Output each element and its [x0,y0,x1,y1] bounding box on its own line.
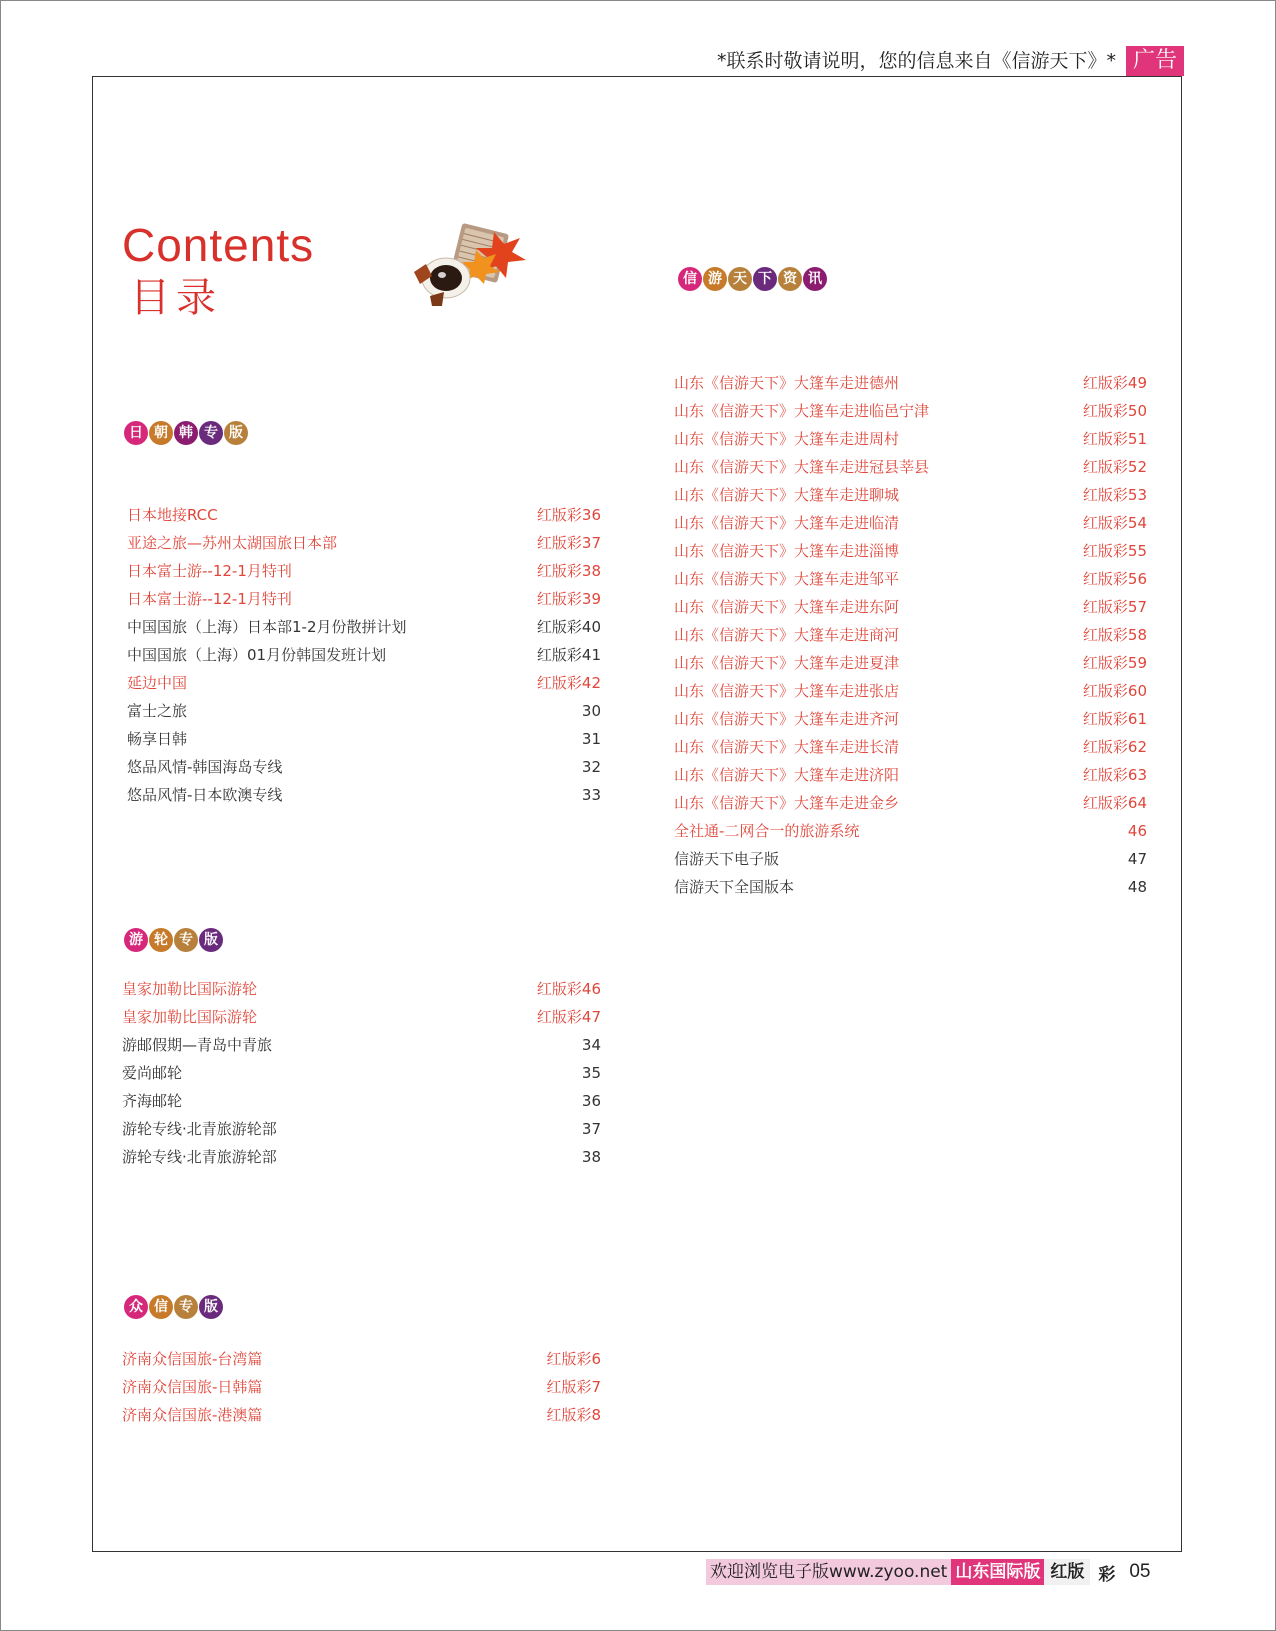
toc-entry-page: 红版彩55 [1082,542,1147,560]
toc-entry-title: 山东《信游天下》大篷车走进商河 [674,626,900,644]
toc-entry[interactable] [674,565,1147,593]
toc-entry-page: 46 [1127,822,1147,840]
toc-entry-title: 信游天下全国版本 [674,878,795,896]
toc-entry[interactable] [127,501,601,529]
toc-entry[interactable] [674,761,1147,789]
toc-entry-page: 红版彩42 [536,674,601,692]
toc-entry-title: 日本富士游--12-1月特刊 [127,590,292,608]
badge-char: 日 [124,421,148,445]
toc-entry-page: 31 [581,730,601,748]
toc-entry[interactable] [122,1031,601,1059]
toc-cruise [122,975,601,1171]
toc-entry-title: 爱尚邮轮 [122,1064,183,1082]
toc-entry-title: 全社通-二网合一的旅游系统 [674,822,860,840]
toc-entry-page: 红版彩36 [536,506,601,524]
toc-entry-title: 山东《信游天下》大篷车走进德州 [674,374,900,392]
badge-char: 朝 [149,421,173,445]
toc-zhongxin [122,1345,601,1429]
toc-entry[interactable] [674,509,1147,537]
toc-entry[interactable] [127,697,601,725]
toc-entry-title: 悠品风情-韩国海岛专线 [127,758,283,776]
toc-entry-page: 红版彩52 [1082,458,1147,476]
toc-entry[interactable] [127,529,601,557]
contents-title: Contents [122,219,315,271]
toc-entry[interactable] [674,705,1147,733]
toc-entry-title: 皇家加勒比国际游轮 [122,980,258,998]
toc-entry[interactable] [122,1345,601,1373]
toc-entry-page: 红版彩38 [536,562,601,580]
toc-entry[interactable] [674,733,1147,761]
badge-char: 下 [753,267,777,291]
badge-char: 专 [199,421,223,445]
toc-entry-title: 中国国旅（上海）日本部1-2月份散拼计划 [127,618,407,636]
toc-entry-page: 红版彩56 [1082,570,1147,588]
badge-char: 版 [224,421,248,445]
toc-entry-title: 畅享日韩 [127,730,188,748]
toc-entry-title: 山东《信游天下》大篷车走进金乡 [674,794,900,812]
toc-entry-title: 亚途之旅—苏州太湖国旅日本部 [127,534,338,552]
footer-color: 彩 [1098,1564,1116,1585]
toc-entry-page: 红版彩50 [1082,402,1147,420]
toc-entry[interactable] [122,975,601,1003]
toc-entry-title: 富士之旅 [127,702,188,720]
toc-entry-page: 红版彩47 [536,1008,601,1026]
contents-title-cn: 目录 [130,275,222,321]
toc-entry-page: 红版彩40 [536,618,601,636]
toc-entry-page: 33 [581,786,601,804]
footer-edition: 山东国际版 [951,1559,1044,1585]
toc-entry-page: 红版彩61 [1082,710,1147,728]
toc-entry-title: 日本富士游--12-1月特刊 [127,562,292,580]
toc-entry[interactable] [674,789,1147,817]
toc-entry-title: 山东《信游天下》大篷车走进淄博 [674,542,900,560]
toc-entry-page: 红版彩59 [1082,654,1147,672]
toc-entry-page: 47 [1127,850,1147,868]
toc-entry[interactable] [674,677,1147,705]
toc-entry-title: 信游天下电子版 [674,850,780,868]
toc-entry-title: 游轮专线·北青旅游轮部 [122,1120,277,1138]
toc-entry-title: 山东《信游天下》大篷车走进聊城 [674,486,900,504]
footer-site: 欢迎浏览电子版www.zyoo.net [706,1559,951,1585]
toc-entry[interactable] [674,537,1147,565]
toc-entry-title: 日本地接RCC [127,506,218,524]
toc-entry[interactable] [122,1059,601,1087]
badge-char: 轮 [149,928,173,952]
toc-entry-page: 红版彩58 [1082,626,1147,644]
toc-entry-title: 济南众信国旅-台湾篇 [122,1350,263,1368]
toc-entry-title: 山东《信游天下》大篷车走进东阿 [674,598,900,616]
toc-entry-title: 悠品风情-日本欧澳专线 [127,786,283,804]
toc-entry-title: 游邮假期—青岛中青旅 [122,1036,273,1054]
toc-entry-title: 山东《信游天下》大篷车走进临邑宁津 [674,402,930,420]
toc-entry[interactable] [674,369,1147,397]
badge-char: 版 [199,1295,223,1319]
badge-char: 专 [174,1295,198,1319]
toc-entry-title: 山东《信游天下》大篷车走进临清 [674,514,900,532]
toc-entry-title: 山东《信游天下》大篷车走进周村 [674,430,900,448]
toc-entry[interactable] [127,585,601,613]
toc-entry-page: 红版彩37 [536,534,601,552]
toc-entry[interactable] [127,641,601,669]
badge-char: 专 [174,928,198,952]
toc-entry-page: 红版彩60 [1082,682,1147,700]
toc-entry-page: 36 [581,1092,601,1110]
toc-entry[interactable] [127,725,601,753]
page-number: 05 [1129,1561,1151,1582]
toc-entry[interactable] [122,1003,601,1031]
toc-entry-title: 山东《信游天下》大篷车走进邹平 [674,570,900,588]
badge-char: 资 [778,267,802,291]
coffee-leaves-illustration [410,222,540,312]
toc-entry-page: 48 [1127,878,1147,896]
toc-entry[interactable] [674,649,1147,677]
toc-japan-korea [127,501,601,809]
toc-entry[interactable] [674,845,1147,873]
section-badge-japan-korea [124,421,248,445]
toc-news [674,369,1147,901]
toc-entry-page: 红版彩54 [1082,514,1147,532]
toc-entry-title: 齐海邮轮 [122,1092,183,1110]
toc-entry-page: 红版彩7 [546,1378,601,1396]
toc-entry[interactable] [122,1143,601,1171]
toc-entry[interactable] [674,425,1147,453]
badge-char: 信 [678,267,702,291]
toc-entry[interactable] [674,481,1147,509]
toc-entry-page: 37 [581,1120,601,1138]
toc-entry[interactable] [127,557,601,585]
toc-entry-title: 济南众信国旅-港澳篇 [122,1406,263,1424]
toc-entry-page: 红版彩41 [536,646,601,664]
section-badge-cruise [124,928,223,952]
toc-entry[interactable] [122,1115,601,1143]
badge-char: 天 [728,267,752,291]
toc-entry-page: 红版彩46 [536,980,601,998]
badge-char: 众 [124,1295,148,1319]
header-note: *联系时敬请说明，您的信息来自《信游天下》* [716,50,1116,72]
badge-char: 讯 [803,267,827,291]
toc-entry-page: 红版彩53 [1082,486,1147,504]
toc-entry[interactable] [122,1373,601,1401]
footer-bar [706,1559,1151,1585]
toc-entry-title: 中国国旅（上海）01月份韩国发班计划 [127,646,387,664]
toc-entry-page: 38 [581,1148,601,1166]
ad-tag: 广告 [1126,46,1184,76]
toc-entry[interactable] [127,753,601,781]
badge-char: 版 [199,928,223,952]
toc-entry[interactable] [674,817,1147,845]
toc-entry[interactable] [674,593,1147,621]
badge-char: 信 [149,1295,173,1319]
toc-entry-title: 延边中国 [127,674,188,692]
section-badge-news [678,267,827,291]
toc-entry-page: 红版彩8 [546,1406,601,1424]
toc-entry-page: 32 [581,758,601,776]
toc-entry-title: 山东《信游天下》大篷车走进长清 [674,738,900,756]
toc-entry-page: 红版彩57 [1082,598,1147,616]
toc-entry-page: 红版彩63 [1082,766,1147,784]
section-badge-zhongxin [124,1295,223,1319]
toc-entry[interactable] [674,397,1147,425]
toc-entry-title: 济南众信国旅-日韩篇 [122,1378,263,1396]
toc-entry[interactable] [127,613,601,641]
badge-char: 游 [124,928,148,952]
toc-entry-page: 红版彩51 [1082,430,1147,448]
toc-entry[interactable] [674,873,1147,901]
toc-entry-page: 35 [581,1064,601,1082]
toc-entry-title: 游轮专线·北青旅游轮部 [122,1148,277,1166]
toc-entry-title: 山东《信游天下》大篷车走进张店 [674,682,900,700]
toc-entry[interactable] [122,1087,601,1115]
toc-entry[interactable] [122,1401,601,1429]
toc-entry-title: 皇家加勒比国际游轮 [122,1008,258,1026]
toc-entry-title: 山东《信游天下》大篷车走进冠县莘县 [674,458,930,476]
toc-entry[interactable] [674,621,1147,649]
toc-entry-title: 山东《信游天下》大篷车走进夏津 [674,654,900,672]
toc-entry-title: 山东《信游天下》大篷车走进齐河 [674,710,900,728]
toc-entry-page: 34 [581,1036,601,1054]
toc-entry-title: 山东《信游天下》大篷车走进济阳 [674,766,900,784]
toc-entry-page: 红版彩49 [1082,374,1147,392]
toc-entry-page: 红版彩6 [546,1350,601,1368]
badge-char: 游 [703,267,727,291]
toc-entry-page: 红版彩64 [1082,794,1147,812]
toc-entry-page: 30 [581,702,601,720]
toc-entry-page: 红版彩62 [1082,738,1147,756]
footer-red-edition: 红版 [1044,1559,1090,1585]
toc-entry[interactable] [674,453,1147,481]
toc-entry-page: 红版彩39 [536,590,601,608]
toc-entry[interactable] [127,781,601,809]
toc-entry[interactable] [127,669,601,697]
badge-char: 韩 [174,421,198,445]
